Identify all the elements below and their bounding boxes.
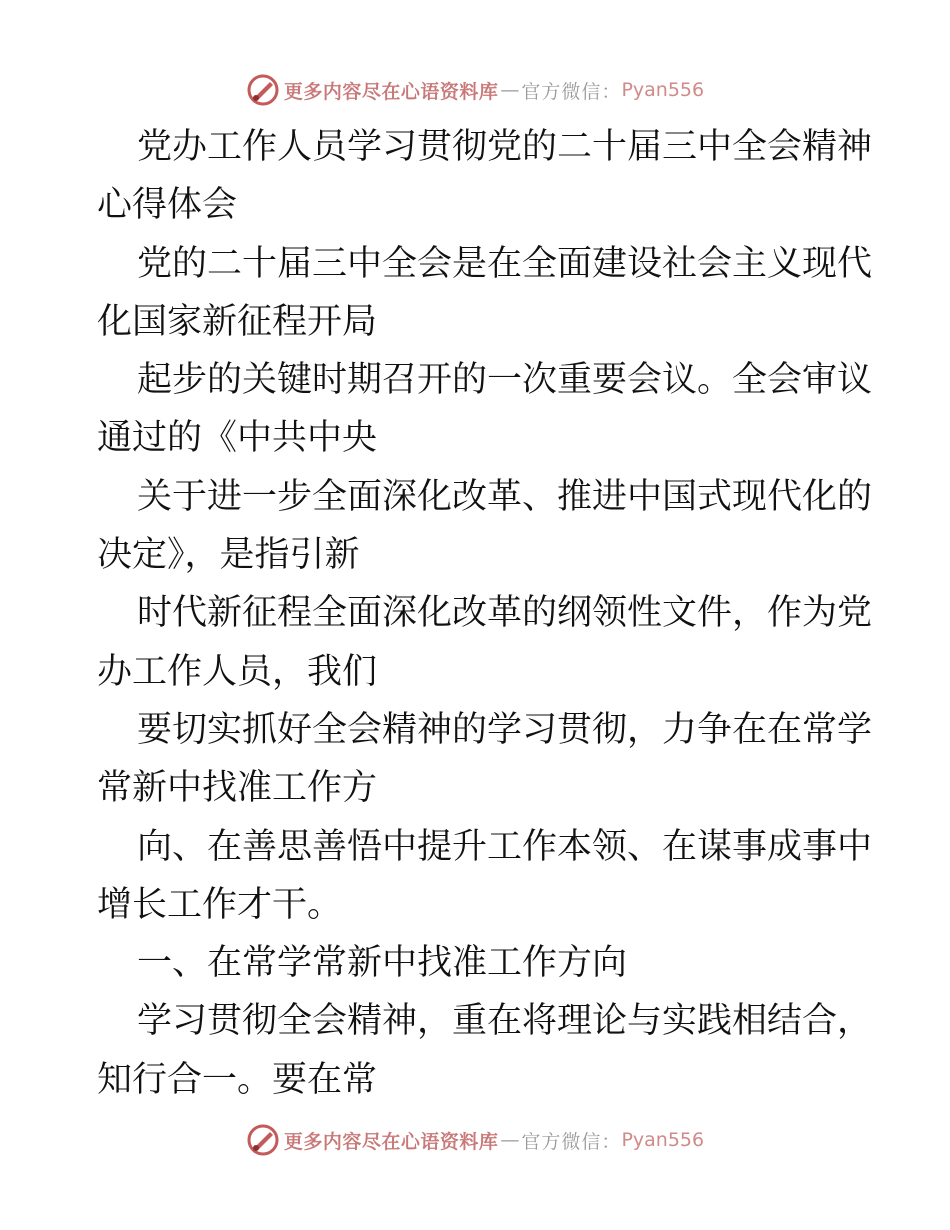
text-line: 通过的《中共中央 <box>97 418 378 459</box>
brush-logo-icon <box>246 73 280 107</box>
text-line: 增长工作才干。 <box>97 884 343 925</box>
text-line: 知行合一。要在常 <box>97 1059 378 1100</box>
document-body <box>97 118 873 1109</box>
text-line: 向、在善思善悟中提升工作本领、在谋事成事中 <box>137 826 873 867</box>
text-line: 党的二十届三中全会是在全面建设社会主义现代 <box>137 243 873 284</box>
text-line: 学习贯彻全会精神，重在将理论与实践相结合， <box>137 1001 873 1042</box>
text-line: 关于进一步全面深化改革、推进中国式现代化的 <box>137 476 873 517</box>
text-line: 办工作人员，我们 <box>97 651 378 692</box>
watermark-dash: — <box>500 1129 520 1151</box>
watermark-brand: 更多内容尽在心语资料库 <box>283 1130 499 1153</box>
watermark-id: Pyan556 <box>621 1129 705 1151</box>
watermark-label: 官方微信： <box>521 80 622 103</box>
watermark-brand: 更多内容尽在心语资料库 <box>283 80 499 103</box>
text-line: 化国家新征程开局 <box>97 301 378 342</box>
header-watermark <box>0 70 950 110</box>
text-line: 心得体会 <box>97 185 238 226</box>
watermark-id: Pyan556 <box>621 79 705 101</box>
brush-logo-icon <box>246 1123 280 1157</box>
text-line: 决定》，是指引新 <box>97 535 360 576</box>
text-line: 常新中找准工作方 <box>97 768 378 809</box>
watermark-dash: — <box>500 79 520 101</box>
footer-watermark <box>0 1120 950 1160</box>
text-line: 党办工作人员学习贯彻党的二十届三中全会精神 <box>137 127 873 167</box>
watermark-label: 官方微信： <box>521 1130 622 1153</box>
text-line: 要切实抓好全会精神的学习贯彻，力争在在常学 <box>137 709 873 750</box>
text-line: 时代新征程全面深化改革的纲领性文件，作为党 <box>137 593 873 634</box>
text-line: 起步的关键时期召开的一次重要会议。全会审议 <box>137 360 873 401</box>
section-heading: 一、在常学常新中找准工作方向 <box>137 943 628 984</box>
